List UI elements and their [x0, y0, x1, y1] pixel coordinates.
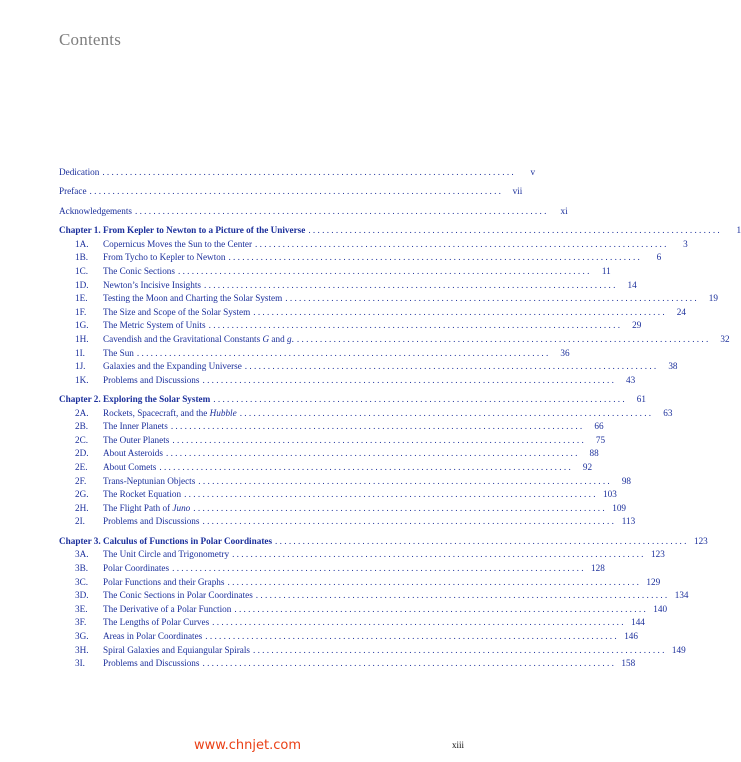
toc-page-number: 113 — [621, 516, 636, 527]
dot-leader: .......................................................................................... — [193, 502, 607, 513]
toc-section-entry[interactable] — [59, 360, 678, 374]
toc-section-entry[interactable] — [59, 488, 617, 502]
dot-leader: .......................................................................................... — [212, 617, 626, 628]
toc-section-number: 3B. — [75, 563, 89, 574]
toc-section-number: 2D. — [75, 448, 89, 459]
toc-page-number: vii — [512, 186, 523, 197]
toc-entry-label: The Conic Sections — [103, 265, 175, 276]
toc-chapter-entry[interactable] — [59, 393, 646, 407]
dot-leader: .......................................................................................... — [285, 293, 699, 304]
table-of-contents — [59, 166, 741, 671]
toc-entry-label: The Sun — [103, 347, 134, 358]
toc-section-entry[interactable] — [59, 562, 605, 576]
toc-section-entry[interactable] — [59, 657, 636, 671]
toc-page-number: 1 — [736, 225, 741, 236]
toc-page-number: 128 — [591, 563, 605, 574]
toc-section-number: 3G. — [75, 630, 89, 641]
dot-leader: .......................................................................................... — [184, 489, 598, 500]
toc-section-number: 1C. — [75, 265, 89, 276]
toc-page-number: 24 — [676, 306, 686, 317]
toc-section-entry[interactable] — [59, 407, 673, 421]
toc-page-number: 66 — [594, 421, 604, 432]
toc-entry-label: From Tycho to Kepler to Newton — [103, 252, 226, 263]
dot-leader: .......................................................................................... — [202, 374, 617, 385]
toc-chapter-entry[interactable] — [59, 535, 708, 549]
toc-page-number: xi — [560, 205, 568, 216]
toc-entry-label: Preface — [59, 186, 87, 197]
toc-section-number: 2B. — [75, 421, 89, 432]
toc-page-number: 146 — [624, 630, 638, 641]
dot-leader: .......................................................................................... — [253, 306, 667, 317]
toc-page-number: 149 — [671, 644, 686, 655]
toc-entry-label: Chapter 2. Exploring the Solar System — [59, 394, 211, 405]
toc-section-number: 2I. — [75, 516, 85, 527]
toc-entry-label: The Metric System of Units — [103, 320, 206, 331]
toc-section-number: 3F. — [75, 617, 87, 628]
dot-leader: .......................................................................................... — [208, 320, 623, 331]
dot-leader: .......................................................................................... — [172, 434, 587, 445]
dot-leader: .......................................................................................... — [234, 603, 649, 614]
toc-entry-label: Newton’s Incisive Insights — [103, 279, 201, 290]
toc-entry-label: Rockets, Spacecraft, and the Hubble — [103, 407, 237, 418]
toc-section-number: 1B. — [75, 252, 89, 263]
toc-page-number: 129 — [646, 576, 661, 587]
toc-entry-label: The Size and Scope of the Solar System — [103, 306, 251, 317]
toc-page-number: 123 — [651, 549, 665, 560]
dot-leader: .......................................................................................... — [255, 590, 670, 601]
toc-page-number: 144 — [631, 617, 645, 628]
toc-entry-label: The Flight Path of Juno — [103, 502, 191, 513]
toc-entry-label: Galaxies and the Expanding Universe — [103, 361, 242, 372]
toc-section-number: 3H. — [75, 644, 89, 655]
toc-section-number: 3E. — [75, 603, 88, 614]
toc-section-entry[interactable] — [59, 616, 645, 630]
dot-leader: .......................................................................................... — [232, 549, 646, 560]
toc-section-number: 1F. — [75, 306, 87, 317]
toc-page-number: 14 — [627, 279, 637, 290]
dot-leader: .......................................................................................... — [244, 361, 659, 372]
dot-leader: .......................................................................................... — [198, 475, 613, 486]
toc-section-entry[interactable] — [59, 279, 637, 293]
toc-page-number: 109 — [612, 502, 626, 513]
toc-entry-label: The Inner Planets — [103, 421, 168, 432]
dot-leader: .......................................................................................... — [308, 225, 723, 236]
toc-section-number: 2C. — [75, 434, 89, 445]
toc-entry-label: The Conic Sections in Polar Coordinates — [103, 590, 253, 601]
dot-leader: .......................................................................................... — [102, 167, 517, 177]
toc-section-entry[interactable] — [59, 347, 570, 361]
toc-section-number: 1E. — [75, 293, 88, 304]
dot-leader: .......................................................................................... — [228, 252, 643, 263]
toc-section-entry[interactable] — [59, 603, 668, 617]
dot-leader: .......................................................................................... — [172, 563, 586, 574]
toc-entry-label: About Asteroids — [103, 448, 163, 459]
toc-section-entry[interactable] — [59, 447, 599, 461]
dot-leader: .......................................................................................... — [204, 279, 618, 290]
toc-section-number: 1G. — [75, 320, 89, 331]
dot-leader: .......................................................................................... — [252, 644, 667, 655]
dot-leader: .......................................................................................... — [165, 448, 580, 459]
toc-entry-label: Acknowledgements — [59, 205, 132, 216]
toc-section-entry[interactable] — [59, 475, 632, 489]
toc-entry-label: Dedication — [59, 167, 100, 177]
toc-section-entry[interactable] — [59, 461, 593, 475]
page-title: Contents — [59, 30, 122, 49]
toc-entry-label: The Lengths of Polar Curves — [103, 617, 210, 628]
toc-entry-label: Chapter 1. From Kepler to Newton to a Picture of the Universe — [59, 225, 306, 236]
toc-section-entry[interactable] — [59, 548, 665, 562]
toc-section-entry[interactable] — [59, 306, 686, 320]
dot-leader: .......................................................................................... — [136, 347, 551, 358]
toc-section-entry[interactable] — [59, 589, 689, 603]
toc-page-number: 19 — [708, 293, 718, 304]
toc-entry-label: Areas in Polar Coordinates — [103, 630, 203, 641]
toc-section-entry[interactable] — [59, 333, 730, 347]
toc-entry-label: The Outer Planets — [103, 434, 170, 445]
dot-leader: .......................................................................................... — [89, 186, 504, 197]
toc-entry-label: Polar Coordinates — [103, 563, 170, 574]
toc-entry-label: The Unit Circle and Trigonometry — [103, 549, 230, 560]
toc-section-entry[interactable] — [59, 265, 611, 279]
toc-frontmatter-entry[interactable] — [59, 166, 536, 180]
dot-leader: .......................................................................................... — [296, 333, 711, 344]
toc-section-number: 2A. — [75, 407, 89, 418]
toc-section-entry[interactable] — [59, 502, 626, 516]
toc-section-entry[interactable] — [59, 420, 604, 434]
toc-page-number: 75 — [595, 434, 606, 445]
toc-entry-label: Problems and Discussions — [103, 516, 200, 527]
toc-page-number: 43 — [626, 374, 636, 385]
toc-section-entry[interactable] — [59, 374, 636, 388]
toc-section-entry[interactable] — [59, 238, 688, 252]
toc-page-number: 92 — [582, 462, 593, 473]
toc-section-entry[interactable] — [59, 434, 606, 448]
toc-section-number: 2E. — [75, 462, 88, 473]
dot-leader: .......................................................................................... — [255, 238, 669, 249]
toc-page-number: 88 — [589, 448, 599, 459]
toc-section-entry[interactable] — [59, 319, 642, 333]
toc-page-number: 29 — [632, 320, 642, 331]
toc-page-number: 140 — [653, 603, 668, 614]
dot-leader: .......................................................................................... — [134, 205, 549, 216]
toc-entry-label: Spiral Galaxies and Equiangular Spirals — [103, 644, 250, 655]
toc-entry-label: The Rocket Equation — [103, 489, 182, 500]
toc-page-number: 38 — [668, 361, 678, 372]
dot-leader: .......................................................................................... — [275, 535, 689, 546]
toc-frontmatter-entry[interactable] — [59, 185, 523, 199]
toc-page-number: 32 — [720, 333, 730, 344]
dot-leader: .......................................................................................... — [227, 576, 642, 587]
toc-page-number: 3 — [683, 238, 688, 249]
toc-page-number: 11 — [601, 265, 611, 276]
toc-section-number: 1D. — [75, 279, 89, 290]
toc-section-number: 3A. — [75, 549, 89, 560]
dot-leader: .......................................................................................... — [239, 407, 654, 418]
toc-section-number: 3C. — [75, 576, 89, 587]
toc-entry-label: Problems and Discussions — [103, 374, 200, 385]
toc-entry-label: The Derivative of a Polar Function — [103, 603, 232, 614]
toc-section-entry[interactable] — [59, 292, 718, 306]
dot-leader: .......................................................................................... — [213, 394, 627, 405]
toc-section-number: 1K. — [75, 374, 89, 385]
toc-page-number: 6 — [656, 252, 662, 263]
dot-leader: .......................................................................................... — [177, 265, 592, 276]
toc-section-number: 1H. — [75, 333, 89, 344]
toc-section-entry[interactable] — [59, 630, 638, 644]
toc-section-number: 2H. — [75, 502, 89, 513]
toc-section-number: 2F. — [75, 475, 87, 486]
toc-section-number: 3D. — [75, 590, 89, 601]
toc-entry-label: Polar Functions and their Graphs — [103, 576, 225, 587]
toc-page-number: 103 — [603, 489, 617, 500]
toc-frontmatter-entry[interactable] — [59, 205, 568, 219]
toc-section-entry[interactable] — [59, 251, 662, 265]
toc-section-number: 3I. — [75, 658, 85, 669]
toc-entry-label: About Comets — [103, 462, 157, 473]
toc-page-number: 123 — [693, 535, 708, 546]
page-number: xiii — [451, 740, 464, 750]
toc-page-number: v — [530, 167, 536, 177]
toc-page-number: 61 — [636, 394, 646, 405]
dot-leader: .......................................................................................... — [202, 516, 617, 527]
toc-section-number: 1I. — [75, 347, 85, 358]
toc-page-number: 134 — [674, 590, 689, 601]
toc-page-number: 36 — [560, 347, 570, 358]
dot-leader: .......................................................................................... — [202, 658, 617, 669]
dot-leader: .......................................................................................... — [205, 630, 619, 641]
watermark-url: www.chnjet.com — [193, 738, 302, 753]
toc-entry-label: Chapter 3. Calculus of Functions in Polar Coordinates — [59, 535, 273, 546]
toc-section-entry[interactable] — [59, 644, 686, 658]
toc-entry-label: Problems and Discussions — [103, 658, 200, 669]
toc-section-entry[interactable] — [59, 515, 636, 529]
toc-page-number: 158 — [621, 658, 636, 669]
toc-section-number: 1J. — [75, 361, 86, 372]
toc-section-number: 2G. — [75, 489, 89, 500]
toc-entry-label: Copernicus Moves the Sun to the Center — [103, 238, 253, 249]
dot-leader: .......................................................................................... — [170, 421, 585, 432]
dot-leader: .......................................................................................... — [159, 462, 574, 473]
toc-section-number: 1A. — [75, 238, 89, 249]
toc-entry-label: Trans-Neptunian Objects — [103, 475, 196, 486]
toc-entry-label: Cavendish and the Gravitational Constants G and g. — [103, 333, 294, 344]
toc-section-entry[interactable] — [59, 576, 661, 590]
toc-page-number: 63 — [663, 407, 673, 418]
toc-page-number: 98 — [621, 475, 632, 486]
toc-entry-label: Testing the Moon and Charting the Solar System — [103, 293, 283, 304]
toc-chapter-entry[interactable] — [59, 224, 741, 238]
